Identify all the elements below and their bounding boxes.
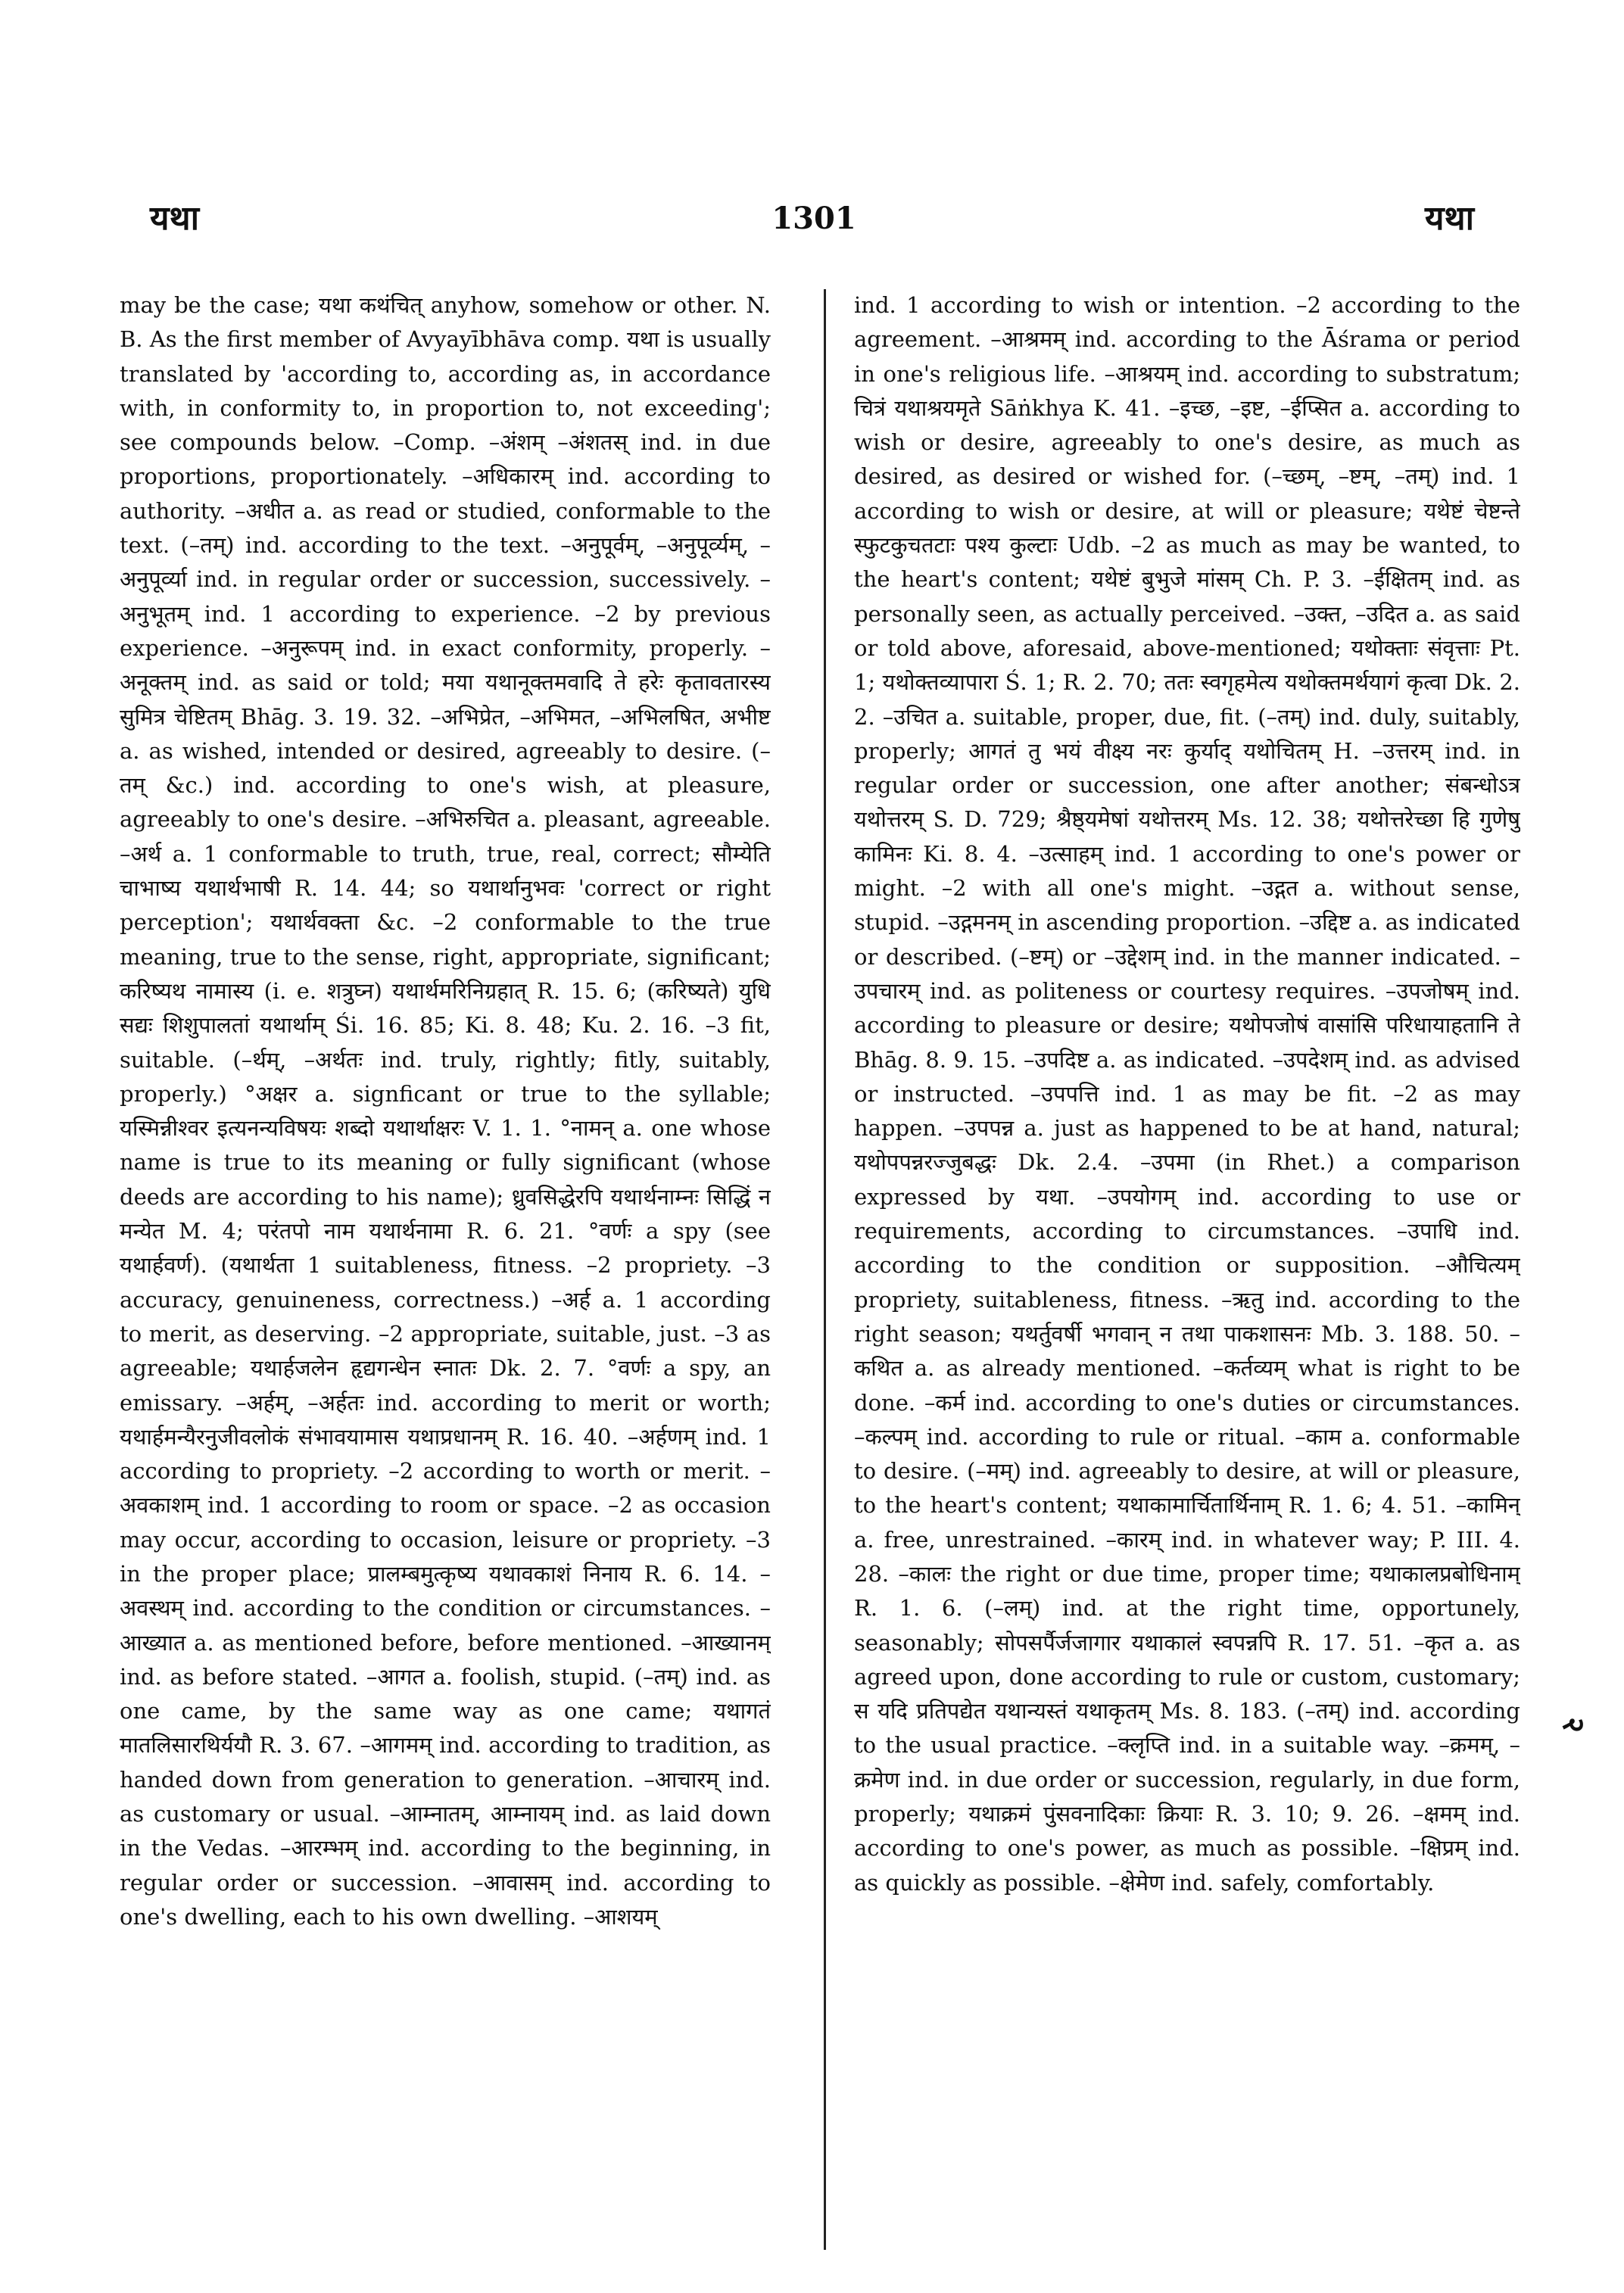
header-right-headword: यथा [1425,199,1475,238]
header-left-headword: यथा [150,199,200,238]
margin-mark-text: २ [1555,1716,1591,1733]
page-number: 1301 [771,201,856,236]
left-column-text: may be the case; यथा कथंचित् anyhow, somehow or other. N. B. As the first member of Avyayībhāva comp. यथा is usually translated by 'according to, according as, in accordance with, in conformity to, in proportion to, not exceeding'; see compounds below. –Comp. –अंशम् –अंशतस् ind. in due proportions, proportionately. –अधिकारम् ind. according to authority. –अधीत a. as read or studied, conformable to the text. (–तम्) ind. according to the text. –अनुपूर्वम्, –अनुपूर्व्यम्, –अनुपूर्व्या ind. in regular order or succession, successively. –अनुभूतम् ind. 1 according to experience. –2 by previous experience. –अनुरूपम् ind. in exact conformity, properly. –अनूक्तम् ind. as said or told; मया यथानूक्तमवादि ते हरेः कृतावतारस्य सुमित्र चेष्टितम् Bhāg. 3. 19. 32. –अभिप्रेत, –अभिमत, –अभिलषित, अभीष्ट a. as wished, intended or desired, agreeably to desire. (–तम् &c.) ind. according to one's wish, at pleasure, agreeably to one's desire. –अभिरुचित a. pleasant, agreeable. –अर्थ a. 1 conformable to truth, true, real, correct; सौम्येति चाभाष्य यथार्थभाषी R. 14. 44; so यथार्थानुभवः 'correct or right perception'; यथार्थवक्ता &c. –2 conformable to the true meaning, true to the sense, right, appropriate, significant; करिष्यथ नामास्य (i. e. शत्रुघ्न) यथार्थमरिनिग्रहात् R. 15. 6; (करिष्यते) युधि सद्यः शिशुपालतां यथार्थाम् Śi. 16. 85; Ki. 8. 48; Ku. 2. 16. –3 fit, suitable. (–र्थम्, –अर्थतः ind. truly, rightly; fitly, suitably, properly.) °अक्षर a. signficant or true to the syllable; यस्मिन्नीश्वर इत्यनन्यविषयः शब्दो यथार्थाक्षरः V. 1. 1. °नामन् a. one whose name is true to its meaning or fully significant (whose deeds are according to his name); ध्रुवसिद्धेरपि यथार्थनाम्नः सिद्धिं न मन्येत M. 4; परंतपो नाम यथार्थनामा R. 6. 21. °वर्णः a spy (see यथार्हवर्ण). (यथार्थता 1 suitableness, fitness. –2 propriety. –3 accuracy, genuineness, correctness.) –अर्ह a. 1 according to merit, as deserving. –2 appropriate, suitable, just. –3 as agreeable; यथार्हजलेन हृद्यगन्धेन स्नातः Dk. 2. 7. °वर्णः a spy, an emissary. –अर्हम्, –अर्हतः ind. according to merit or worth; यथार्हमन्यैरनुजीवलोकं संभावयामास यथाप्रधानम् R. 16. 40. –अर्हणम् ind. 1 according to propriety. –2 according to worth or merit. –अवकाशम् ind. 1 according to room or space. –2 as occasion may occur, according to occasion, leisure or propriety. –3 in the proper place; प्रालम्बमुत्कृष्य यथावकाशं निनाय R. 6. 14. –अवस्थम् ind. according to the condition or circumstances. –आख्यात a. as mentioned before, before mentioned. –आख्यानम् ind. as before stated. –आगत a. foolish, stupid. (–तम्) ind. as one came, by the same way as one came; यथागतं मातलिसारथिर्ययौ R. 3. 67. –आगमम् ind. according to tradition, as handed down from generation to generation. –आचारम् ind. as customary or usual. –आम्नातम्, आम्नायम् ind. as laid down in the Vedas. –आरम्भम् ind. according to the beginning, in regular order or succession. –आवासम् ind. according to one's dwelling, each to his own dwelling. –आशयम् [120,292,771,1930]
margin-signature-mark [1555,1688,1591,1761]
column-divider [824,289,826,2250]
right-column-text: ind. 1 according to wish or intention. –2 according to the agreement. –आश्रमम् ind. according to the Āśrama or period in one's religious life. –आश्रयम् ind. according to substratum; चित्रं यथाश्रयमृते Sāṅkhya K. 41. –इच्छ, –इष्ट, –ईप्सित a. according to wish or desire, agreeably to one's desire, as much as desired, as desired or wished for. (–च्छम्, –ष्टम्, –तम्) ind. 1 according to wish or desire, at will or pleasure; यथेष्टं चेष्टन्ते स्फुटकुचतटाः पश्य कुल्टाः Udb. –2 as much as may be wanted, to the heart's content; यथेष्टं बुभुजे मांसम् Ch. P. 3. –ईक्षितम् ind. as personally seen, as actually perceived. –उक्त, –उदित a. as said or told above, aforesaid, above-mentioned; यथोक्ताः संवृत्ताः Pt. 1; यथोक्तव्यापारा Ś. 1; R. 2. 70; ततः स्वगृहमेत्य यथोक्तमर्थयागं कृत्वा Dk. 2. 2. –उचित a. suitable, proper, due, fit. (–तम्) ind. duly, suitably, properly; आगतं तु भयं वीक्ष्य नरः कुर्याद् यथोचितम् H. –उत्तरम् ind. in regular order or succession, one after another; संबन्धोऽत्र यथोत्तरम् S. D. 729; श्रैष्ठ्यमेषां यथोत्तरम् Ms. 12. 38; यथोत्तरेच्छा हि गुणेषु कामिनः Ki. 8. 4. –उत्साहम् ind. 1 according to one's power or might. –2 with all one's might. –उद्गत a. without sense, stupid. –उद्गमनम् in ascending proportion. –उद्दिष्ट a. as indicated or described. (–ष्टम्) or –उद्देशम् ind. in the manner indicated. –उपचारम् ind. as politeness or courtesy requires. –उपजोषम् ind. according to pleasure or desire; यथोपजोषं वासांसि परिधायाहतानि ते Bhāg. 8. 9. 15. –उपदिष्ट a. as indicated. –उपदेशम् ind. as advised or instructed. –उपपत्ति ind. 1 as may be fit. –2 as may happen. –उपपन्न a. just as happened to be at hand, natural; यथोपपन्नरज्जुबद्धः Dk. 2.4. –उपमा (in Rhet.) a comparison expressed by यथा. –उपयोगम् ind. according to use or requirements, according to circumstances. –उपाधि ind. according to the condition or supposition. –औचित्यम् propriety, suitableness, fitness. –ऋतु ind. according to the right season; यथर्तुवर्षी भगवान् न तथा पाकशासनः Mb. 3. 188. 50. –कथित a. as already mentioned. –कर्तव्यम् what is right to be done. –कर्म ind. according to one's duties or circumstances. –कल्पम् ind. according to rule or ritual. –काम a. conformable to desire. (–मम्) ind. agreeably to desire, at will or pleasure, to the heart's content; यथाकामार्चितार्थिनाम् R. 1. 6; 4. 51. –कामिन् a. free, unrestrained. –कारम् ind. in whatever way; P. III. 4. 28. –कालः the right or due time, proper time; यथाकालप्रबोधिनाम् R. 1. 6. (–लम्) ind. at the right time, opportunely, seasonably; सोपसर्पैर्जजागार यथाकालं स्वपन्नपि R. 17. 51. –कृत a. as agreed upon, done according to rule or custom, customary; स यदि प्रतिपद्येत यथान्यस्तं यथाकृतम् Ms. 8. 183. (–तम्) ind. according to the usual practice. –क्लृप्ति ind. in a suitable way. –क्रमम्, –क्रमेण ind. in due order or succession, regularly, in due form, properly; यथाक्रमं पुंसवनादिकाः क्रियाः R. 3. 10; 9. 26. –क्षमम् ind. according to one's power, as much as possible. –क्षिप्रम् ind. as quickly as possible. –क्षेमेण ind. safely, comfortably. [854,292,1520,1896]
left-column [120,288,771,2272]
right-column [854,288,1520,2272]
